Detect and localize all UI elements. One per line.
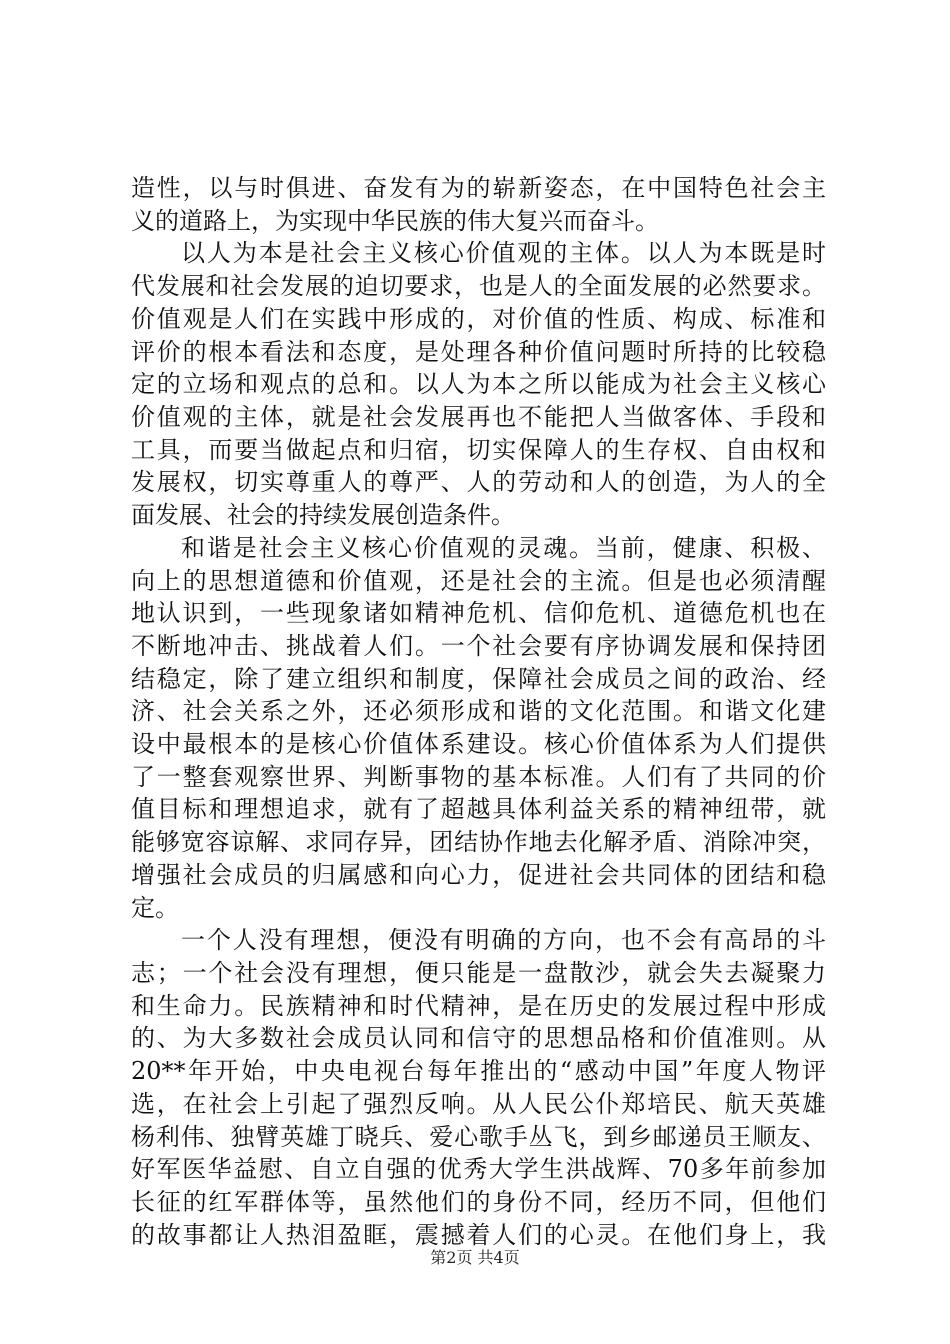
text-line: 增强社会成员的归属感和向心力，促进社会共同体的团结和稳 bbox=[131, 861, 826, 889]
text-line: 杨利伟、独臂英雄丁晓兵、爱心歌手丛飞，到乡邮递员王顺友、 bbox=[131, 1123, 826, 1151]
text-line: 20**年开始，中央电视台每年推出的“感动中国”年度人物评 bbox=[131, 1057, 826, 1085]
text-line: 能够宽容谅解、求同存异，团结协作地去化解矛盾、消除冲突， bbox=[131, 828, 826, 856]
text-line: 工具，而要当做起点和归宿，切实保障人的生存权、自由权和 bbox=[131, 436, 826, 464]
text-line: 了一整套观察世界、判断事物的基本标准。人们有了共同的价 bbox=[131, 763, 826, 791]
text-line: 的、为大多数社会成员认同和信守的思想品格和价值准则。从 bbox=[131, 1024, 826, 1052]
text-line: 设中最根本的是核心价值体系建设。核心价值体系为人们提供 bbox=[131, 730, 826, 758]
text-line: 的故事都让人热泪盈眶，震撼着人们的心灵。在他们身上，我 bbox=[131, 1221, 826, 1249]
text-line: 定。 bbox=[131, 894, 179, 922]
text-line: 代发展和社会发展的迫切要求，也是人的全面发展的必然要求。 bbox=[131, 272, 826, 300]
text-line: 价值观是人们在实践中形成的，对价值的性质、构成、标准和 bbox=[131, 305, 826, 333]
text-line: 志；一个社会没有理想，便只能是一盘散沙，就会失去凝聚力 bbox=[131, 959, 826, 987]
text-line: 长征的红军群体等，虽然他们的身份不同，经历不同，但他们 bbox=[131, 1188, 826, 1216]
text-line: 结稳定，除了建立组织和制度，保障社会成员之间的政治、经 bbox=[131, 665, 826, 693]
text-line: 好军医华益慰、自立自强的优秀大学生洪战辉、70多年前参加 bbox=[131, 1155, 826, 1183]
text-line: 不断地冲击、挑战着人们。一个社会要有序协调发展和保持团 bbox=[131, 632, 826, 660]
text-line: 选，在社会上引起了强烈反响。从人民公仆郑培民、航天英雄 bbox=[131, 1090, 826, 1118]
text-line: 评价的根本看法和态度，是处理各种价值问题时所持的比较稳 bbox=[131, 338, 826, 366]
page-number-footer: 第2页 共4页 bbox=[430, 1248, 520, 1267]
text-line: 造性，以与时俱进、奋发有为的崭新姿态，在中国特色社会主 bbox=[131, 174, 826, 202]
paragraph-start-line: 以人为本是社会主义核心价值观的主体。以人为本既是时 bbox=[181, 239, 826, 267]
text-line: 值目标和理想追求，就有了超越具体利益关系的精神纽带，就 bbox=[131, 795, 826, 823]
text-line: 地认识到，一些现象诸如精神危机、信仰危机、道德危机也在 bbox=[131, 599, 826, 627]
text-line: 面发展、社会的持续发展创造条件。 bbox=[131, 501, 515, 529]
text-line: 价值观的主体，就是社会发展再也不能把人当做客体、手段和 bbox=[131, 403, 826, 431]
paragraph-start-line: 和谐是社会主义核心价值观的灵魂。当前，健康、积极、 bbox=[181, 534, 826, 562]
text-line: 定的立场和观点的总和。以人为本之所以能成为社会主义核心 bbox=[131, 370, 826, 398]
text-line: 和生命力。民族精神和时代精神，是在历史的发展过程中形成 bbox=[131, 992, 826, 1020]
paragraph-start-line: 一个人没有理想，便没有明确的方向，也不会有高昂的斗 bbox=[181, 926, 826, 954]
text-line: 向上的思想道德和价值观，还是社会的主流。但是也必须清醒 bbox=[131, 567, 826, 595]
text-line: 发展权，切实尊重人的尊严、人的劳动和人的创造，为人的全 bbox=[131, 468, 826, 496]
text-line: 义的道路上，为实现中华民族的伟大复兴而奋斗。 bbox=[131, 207, 659, 235]
text-line: 济、社会关系之外，还必须形成和谐的文化范围。和谐文化建 bbox=[131, 697, 826, 725]
